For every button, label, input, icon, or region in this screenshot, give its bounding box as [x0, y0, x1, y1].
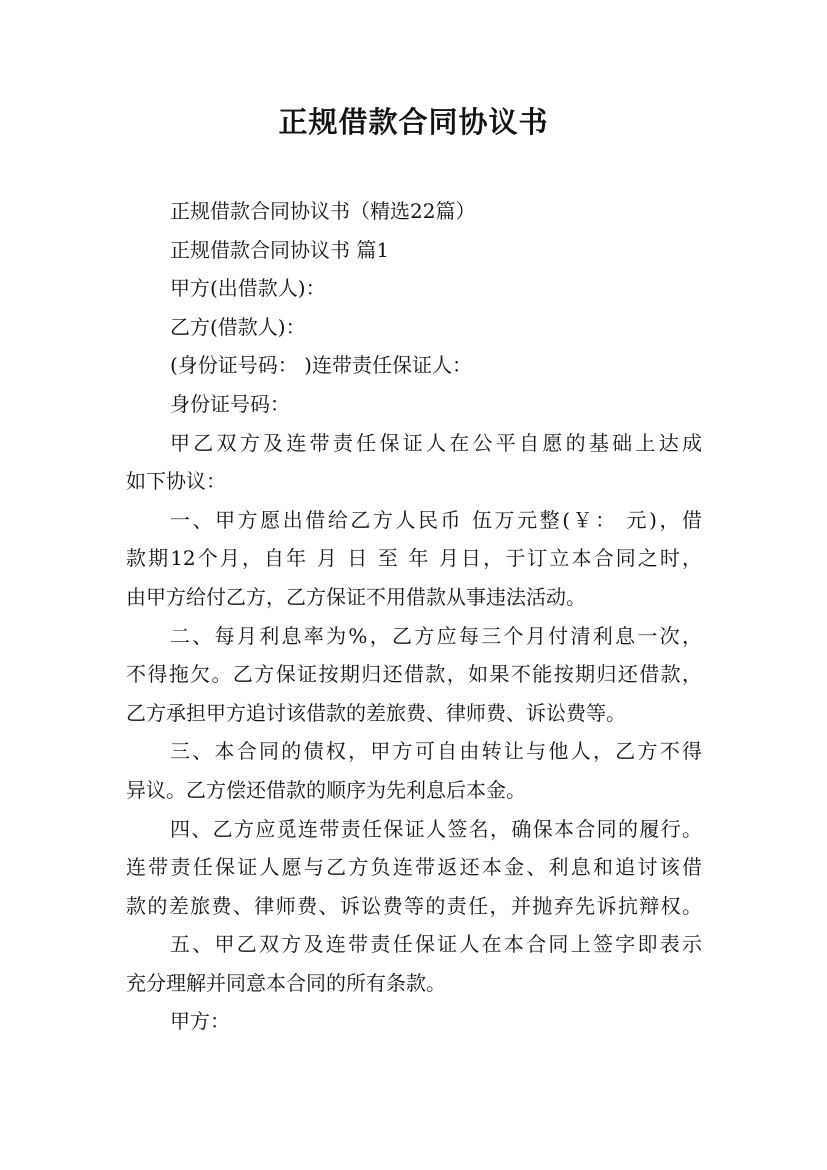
paragraph-line: 由甲方给付乙方，乙方保证不用借款从事违法活动。	[126, 584, 586, 609]
paragraph-line: 款期12个月，自年 月 日 至 年 月日，于订立本合同之时，	[126, 546, 702, 571]
paragraph-line: 四、乙方应觅连带责任保证人签名，确保本合同的履行。	[170, 816, 702, 841]
paragraph-line: 乙方承担甲方追讨该借款的差旅费、律师费、诉讼费等。	[126, 700, 626, 725]
paragraph-line: 甲乙双方及连带责任保证人在公平自愿的基础上达成	[170, 430, 702, 455]
signature-party-a-line: 甲方：	[170, 1009, 230, 1034]
paragraph-line: 异议。乙方偿还借款的顺序为先利息后本金。	[126, 777, 526, 802]
document-title: 正规借款合同协议书	[278, 105, 549, 139]
paragraph-line: 连带责任保证人愿与乙方负连带返还本金、利息和追讨该借	[126, 855, 702, 880]
party-a-line: 甲方(出借款人)：	[170, 276, 326, 301]
paragraph-line: 不得拖欠。乙方保证按期归还借款，如果不能按期归还借款，	[126, 662, 702, 687]
paragraph-line: 一、甲方愿出借给乙方人民币 伍万元整(￥： 元)，借	[170, 507, 702, 532]
paragraph-line: 充分理解并同意本合同的所有条款。	[126, 970, 446, 995]
party-b-line: 乙方(借款人)：	[170, 314, 306, 339]
document-body	[126, 192, 702, 1041]
paragraph-line: 三、本合同的债权，甲方可自由转让与他人，乙方不得	[170, 739, 702, 764]
guarantor-line: (身份证号码： )连带责任保证人：	[170, 353, 472, 378]
section-heading: 正规借款合同协议书 篇1	[170, 237, 390, 262]
subtitle-line: 正规借款合同协议书（精选22篇）	[170, 199, 476, 223]
paragraph-line: 如下协议：	[126, 469, 226, 494]
paragraph-line: 款的差旅费、律师费、诉讼费等的责任，并抛弃先诉抗辩权。	[126, 893, 702, 918]
paragraph-line: 二、每月利息率为%，乙方应每三个月付清利息一次，	[170, 623, 702, 648]
paragraph-line: 五、甲乙双方及连带责任保证人在本合同上签字即表示	[170, 932, 702, 957]
id-number-line: 身份证号码：	[170, 391, 290, 416]
